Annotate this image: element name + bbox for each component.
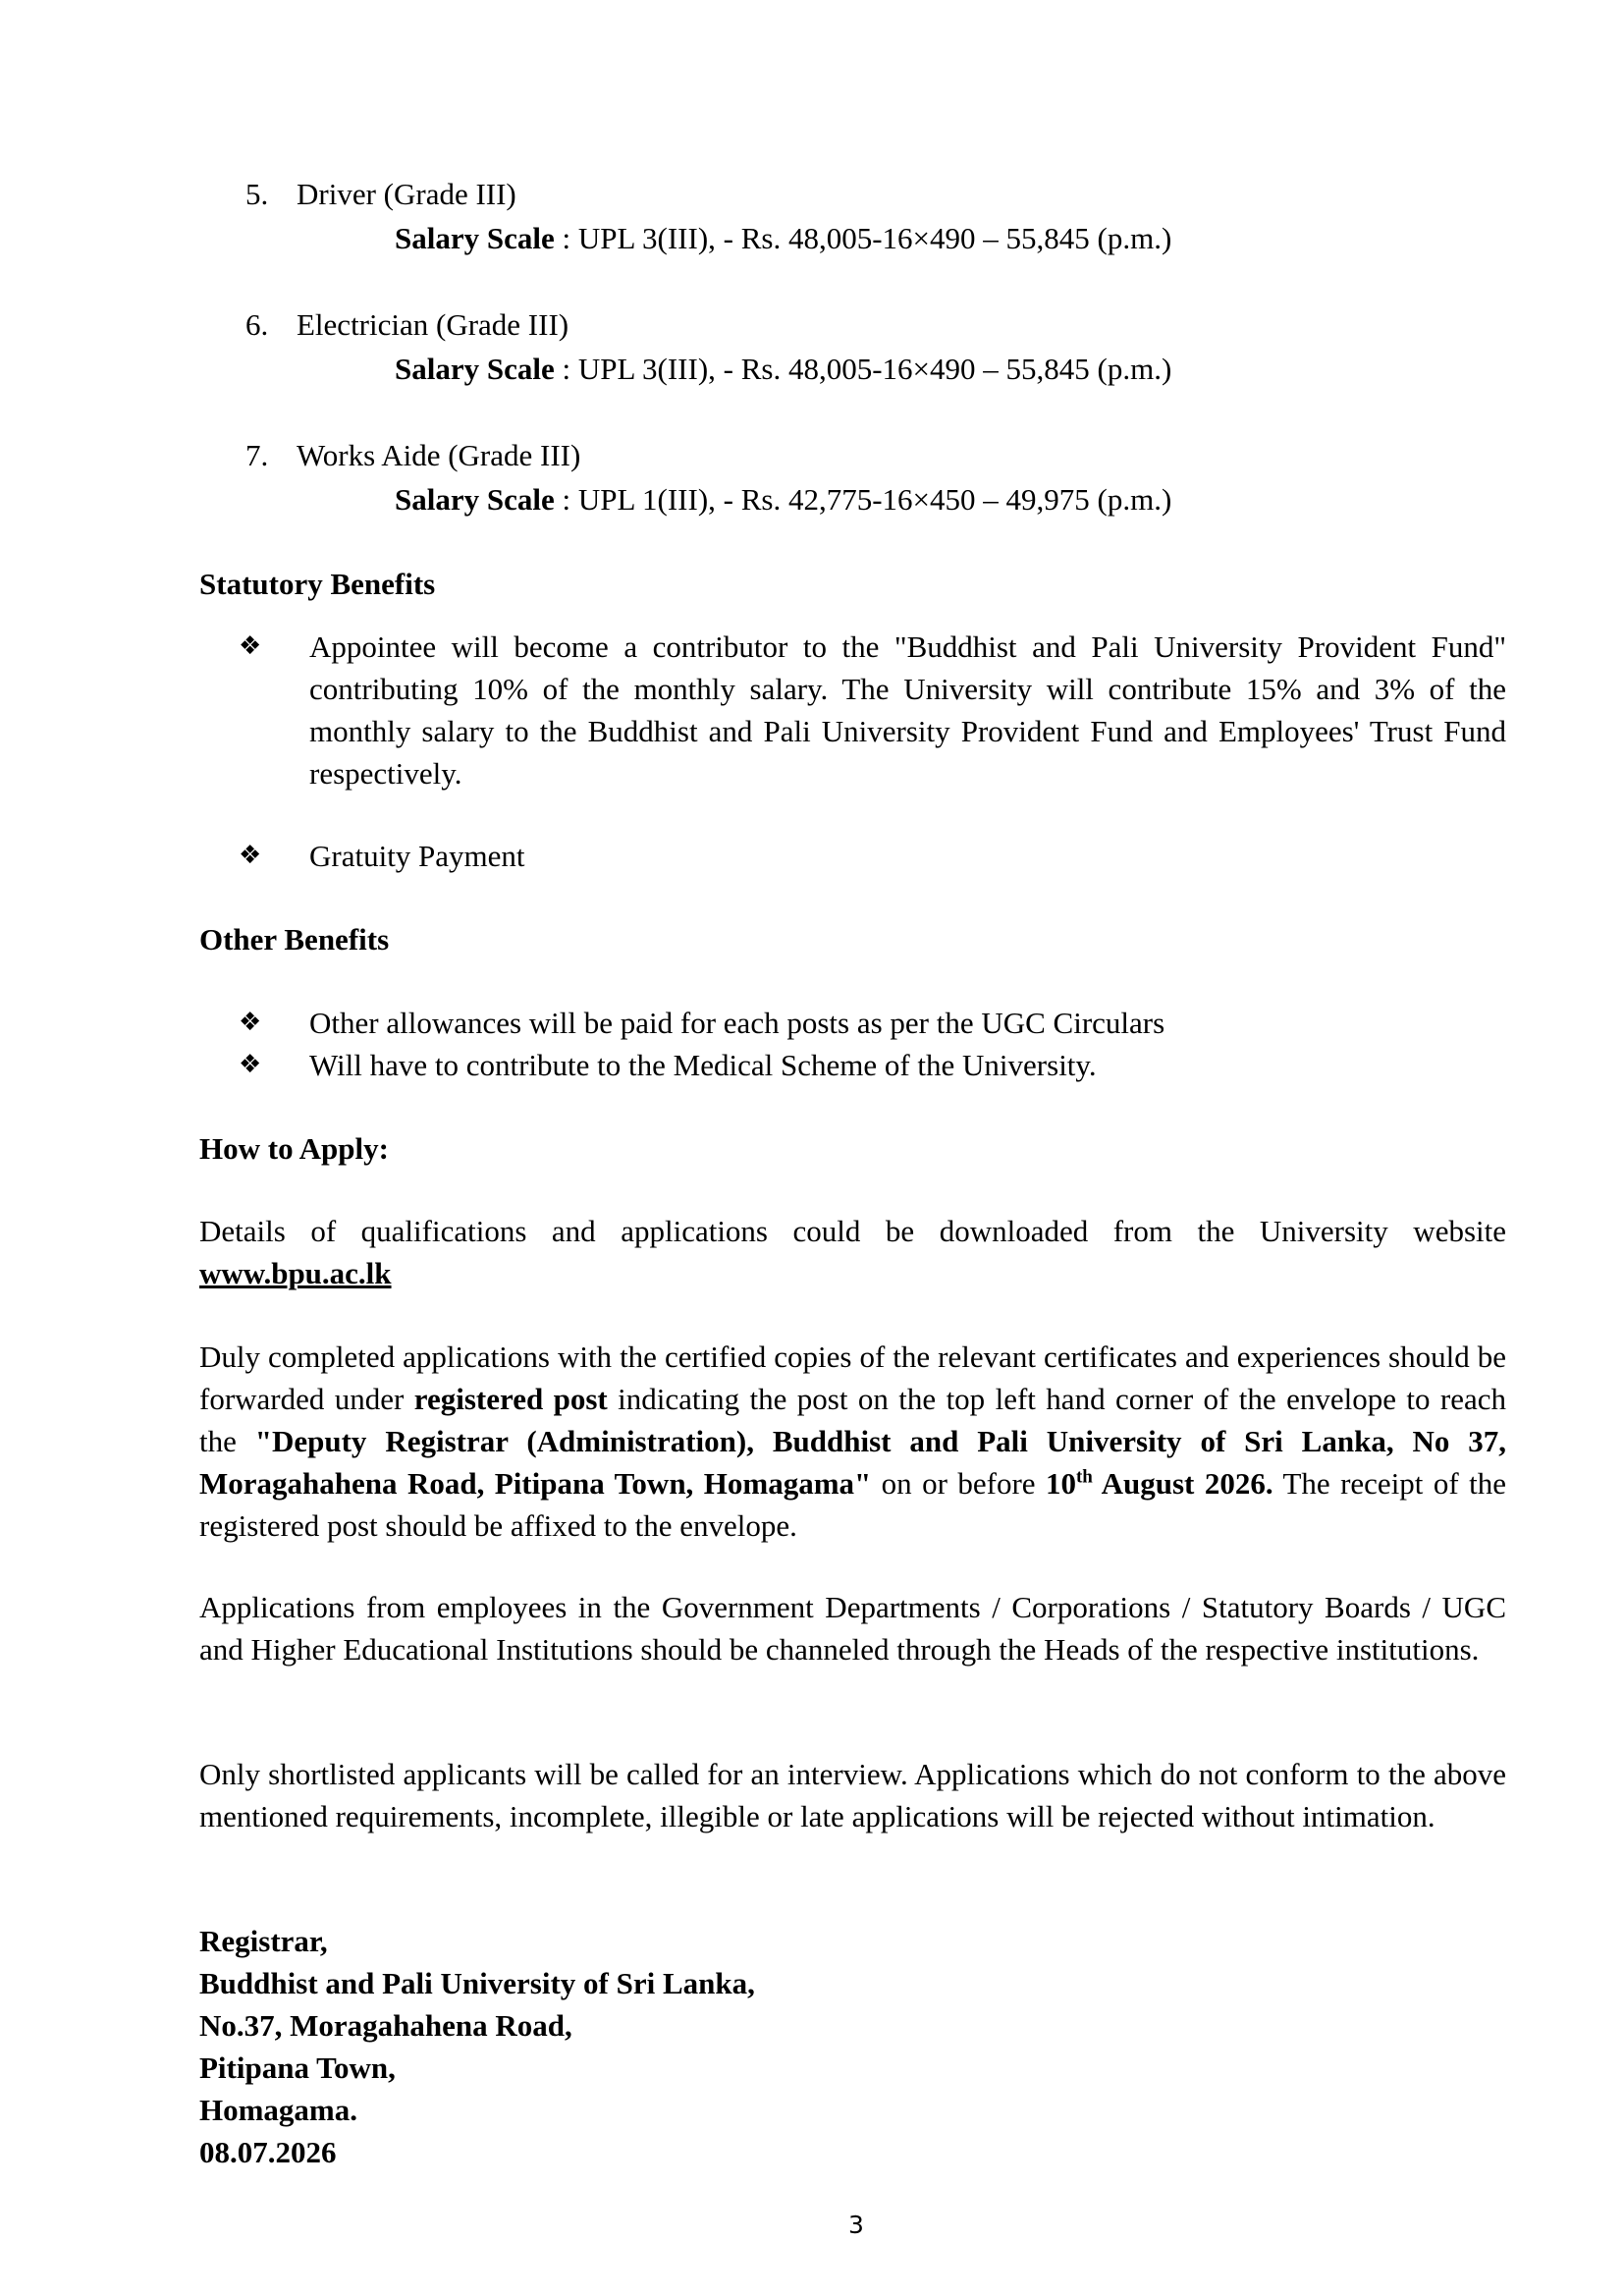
signature-line: No.37, Moragahahena Road,	[199, 2008, 572, 2043]
signature-line: Registrar,	[199, 1924, 328, 1958]
salary-scale-value: : UPL 3(III), - Rs. 48,005-16×490 – 55,845 (p.m.)	[554, 352, 1172, 386]
signature-block	[199, 1920, 755, 2173]
post-number: 5.	[245, 177, 269, 211]
signature-date: 08.07.2026	[199, 2135, 337, 2169]
salary-scale	[395, 348, 1171, 390]
salary-scale-label: Salary Scale	[395, 352, 555, 386]
post-number: 6.	[245, 307, 269, 342]
statutory-benefit-provident-fund: Appointee will become a contributor to the "Buddhist and Pali University Provident Fund" contributing 10% of the monthly salary. The University will contribute 15% and 3% of the monthly salary to the Buddhist and Pali University Provident Fund and Employees' Trust Fund respectively.	[309, 629, 1506, 791]
salary-scale-value: : UPL 1(III), - Rs. 42,775-16×450 – 49,975 (p.m.)	[554, 482, 1172, 517]
apply-paragraph-submission: Duly completed applications with the certified copies of the relevant certificates and experiences should be forwarded under registered post indicating the post on the top left hand corner of the envelope to reach the "Deputy Registrar (Administration), Buddhist and Pali University of Sri Lanka, No 37, Moragahahena Road, Pitipana Town, Homagama" on or before 10th August 2026. The receipt of the registered post should be affixed to the envelope.	[199, 1339, 1506, 1543]
deadline-date: 10th August 2026.	[1045, 1466, 1273, 1501]
diamond-bullet-icon: ❖	[239, 841, 262, 870]
other-benefit-allowances: Other allowances will be paid for each posts as per the UGC Circulars	[309, 1006, 1165, 1040]
post-number: 7.	[245, 438, 269, 472]
other-benefit-medical-scheme: Will have to contribute to the Medical Scheme of the University.	[309, 1048, 1097, 1082]
statutory-benefits-heading: Statutory Benefits	[199, 567, 436, 601]
diamond-bullet-icon: ❖	[239, 1050, 262, 1079]
page-number: 3	[848, 2211, 864, 2239]
diamond-bullet-icon: ❖	[239, 631, 262, 661]
diamond-bullet-icon: ❖	[239, 1008, 262, 1037]
salary-scale-value: : UPL 3(III), - Rs. 48,005-16×490 – 55,845 (p.m.)	[554, 221, 1172, 255]
submission-address: "Deputy Registrar (Administration), Buddhist and Pali University of Sri Lanka, No 37, Moragahahena Road, Pitipana Town, Homagama"	[199, 1424, 1506, 1501]
salary-scale-label: Salary Scale	[395, 482, 555, 517]
signature-line: Buddhist and Pali University of Sri Lanka,	[199, 1966, 755, 2000]
apply-paragraph-shortlisting: Only shortlisted applicants will be called for an interview. Applications which do not conform to the above mentioned requirements, incomplete, illegible or late applications will be rejected without intimation.	[199, 1757, 1506, 1833]
salary-scale	[395, 217, 1171, 259]
salary-scale	[395, 478, 1171, 520]
statutory-benefit-gratuity: Gratuity Payment	[309, 839, 525, 873]
post-title: Works Aide (Grade III)	[297, 438, 581, 472]
salary-scale-label: Salary Scale	[395, 221, 555, 255]
apply-paragraph-government-employees: Applications from employees in the Government Departments / Corporations / Statutory Boards / UGC and Higher Educational Institutions should be channeled through the Heads of the respective institutions.	[199, 1590, 1506, 1667]
post-title: Driver (Grade III)	[297, 177, 516, 211]
university-website-link[interactable]: www.bpu.ac.lk	[199, 1256, 392, 1290]
signature-line: Pitipana Town,	[199, 2050, 396, 2085]
other-benefits-heading: Other Benefits	[199, 922, 390, 957]
signature-line: Homagama.	[199, 2093, 358, 2127]
post-title: Electrician (Grade III)	[297, 307, 569, 342]
how-to-apply-heading: How to Apply:	[199, 1131, 389, 1166]
apply-paragraph-download: Details of qualifications and applications could be downloaded from the University website www.bpu.ac.lk	[199, 1214, 1506, 1290]
registered-post-text: registered post	[413, 1382, 608, 1416]
